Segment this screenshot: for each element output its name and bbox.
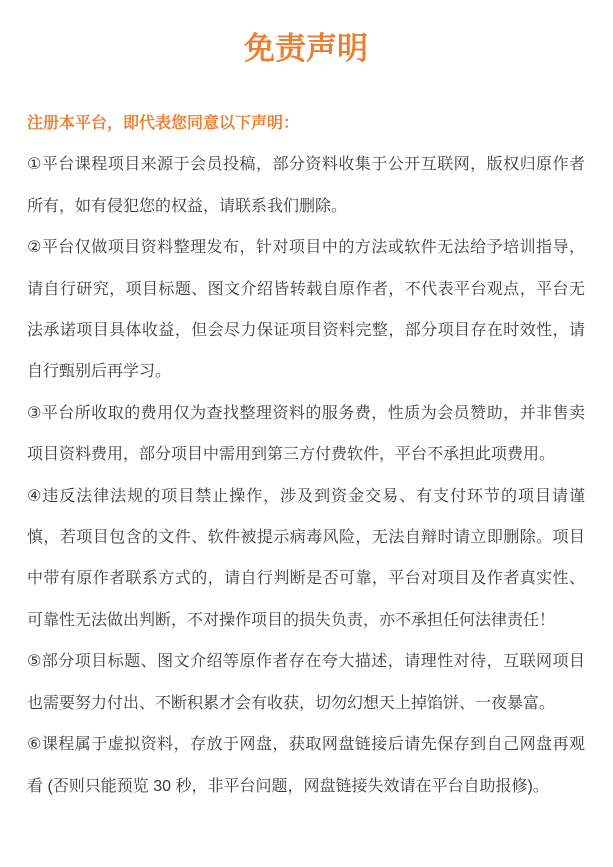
disclaimer-item-2: ②平台仅做项目资料整理发布，针对项目中的方法或软件无法给予培训指导，请自行研究，项目标题、图文介绍皆转载自原作者，不代表平台观点，平台无法承诺项目具体收益，但会尽力保证项目资料完整，部分项目存在时效性，请自行甄别后再学习。 xyxy=(27,239,585,381)
disclaimer-item-1: ①平台课程项目来源于会员投稿，部分资料收集于公开互联网，版权归原作者所有，如有侵犯您的权益，请联系我们删除。 xyxy=(27,156,585,215)
disclaimer-item-3: ③平台所收取的费用仅为查找整理资料的服务费，性质为会员赞助，并非售卖项目资料费用，部分项目中需用到第三方付费软件，平台不承担此项费用。 xyxy=(27,404,585,464)
page-title: 免责声明 xyxy=(244,31,368,66)
disclaimer-item-6: ⑥课程属于虚拟资料，存放于网盘，获取网盘链接后请先保存到自己网盘再观看 (否则只能预览 30 秒，非平台问题，网盘链接失效请在平台自助报修)。 xyxy=(27,736,585,795)
disclaimer-item-4: ④违反法律法规的项目禁止操作，涉及到资金交易、有支付环节的项目请谨慎，若项目包含的文件、软件被提示病毒风险，无法自辩时请立即删除。项目中带有原作者联系方式的，请自行判断是否可靠，平台对项目及作者真实性、可靠性无法做出判断，不对操作项目的损失负责，亦不承担任何法律责任！ xyxy=(27,487,585,629)
disclaimer-page xyxy=(0,27,613,867)
intro-statement: 注册本平台，即代表您同意以下声明： xyxy=(27,115,300,132)
disclaimer-item-5: ⑤部分项目标题、图文介绍等原作者存在夸大描述，请理性对待，互联网项目也需要努力付出、不断积累才会有收获，切勿幻想天上掉馅饼、一夜暴富。 xyxy=(27,653,585,712)
